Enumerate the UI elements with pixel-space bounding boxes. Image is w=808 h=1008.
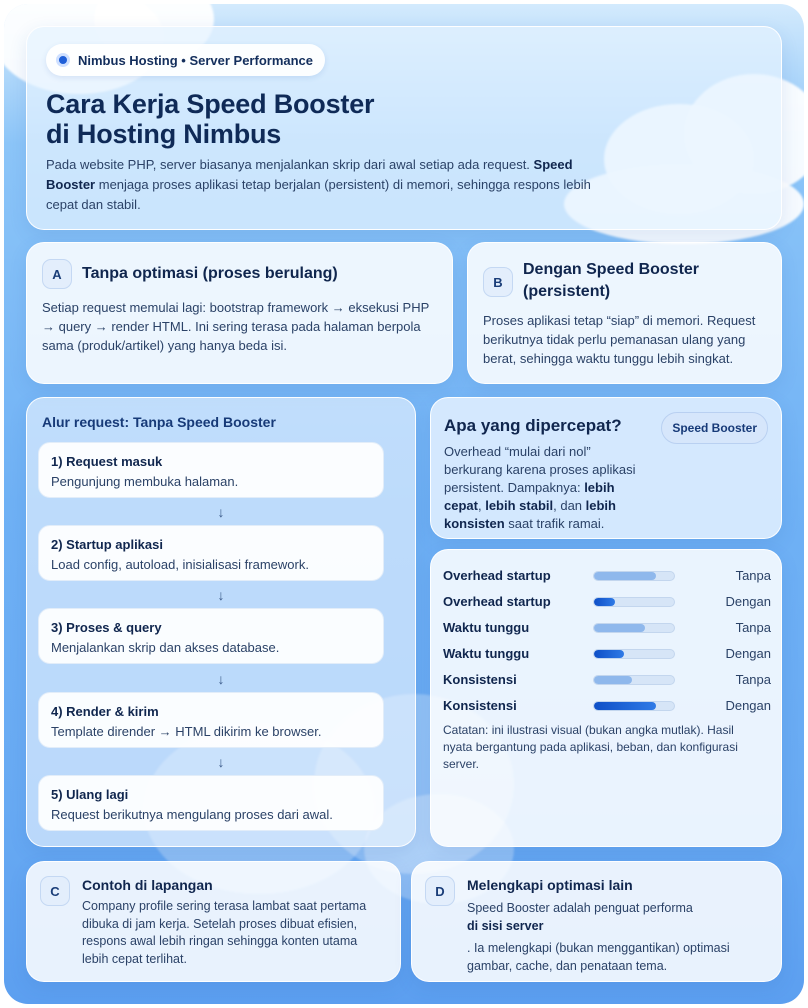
- intro-strong: Speed Booster: [46, 157, 573, 192]
- flow-step-title: 1) Request masuk: [51, 454, 163, 469]
- comparison-row: [443, 670, 771, 690]
- status-dot-icon: [56, 53, 70, 67]
- accelerated-text: saat trafik ramai.: [504, 516, 605, 531]
- comparison-bar-track: [593, 675, 675, 685]
- comparison-panel: [430, 549, 782, 847]
- comparison-bar-fill: [594, 598, 615, 606]
- flow-step: [38, 525, 384, 581]
- comparison-mode: Dengan: [725, 594, 771, 609]
- card-d-text: Speed Booster adalah penguat performa: [467, 901, 693, 915]
- comparison-row: [443, 696, 771, 716]
- comparison-label: Konsistensi: [443, 672, 517, 687]
- flow-heading: Alur request: Tanpa Speed Booster: [42, 414, 276, 430]
- accelerated-text: , dan: [553, 498, 586, 513]
- intro-post: menjaga proses aplikasi tetap berjalan (persistent) di memori, sehingga respons lebih cepat dan stabil.: [46, 177, 591, 212]
- card-d-strong: di sisi server: [467, 919, 544, 933]
- flow-step: [38, 692, 384, 748]
- flow-step-desc: Template dirender → HTML dikirim ke browser.: [51, 724, 322, 739]
- comparison-row: [443, 618, 771, 638]
- title-line-1: Cara Kerja Speed Booster: [46, 89, 375, 119]
- comparison-row: [443, 644, 771, 664]
- comparison-bar-track: [593, 649, 675, 659]
- flow-step-title: 3) Proses & query: [51, 620, 162, 635]
- comparison-row: [443, 592, 771, 612]
- comparison-mode: Tanpa: [735, 672, 771, 687]
- comparison-mode: Dengan: [725, 698, 771, 713]
- card-b-title: Dengan Speed Booster (persistent): [523, 261, 700, 300]
- comparison-note: Catatan: ini ilustrasi visual (bukan angka mutlak). Hasil nyata bergantung pada aplikasi, beban, dan konfigurasi server.: [443, 723, 738, 771]
- card-c-body: Company profile sering terasa lambat saat pertama dibuka di jam kerja. Setelah proses dibuat efisien, respons awal lebih ringan sehingga konten utama lebih cepat terlihat.: [82, 899, 367, 966]
- comparison-row: [443, 566, 771, 586]
- comparison-bar-track: [593, 701, 675, 711]
- comparison-bar-fill: [594, 650, 624, 658]
- brand-pill: [46, 44, 325, 76]
- comparison-mode: Dengan: [725, 646, 771, 661]
- comparison-label: Waktu tunggu: [443, 620, 530, 635]
- card-with-speed-booster: [467, 242, 782, 384]
- card-d-text: . Ia melengkapi (bukan menggantikan) optimasi gambar, cache, dan penataan tema.: [467, 941, 730, 973]
- accelerated-text: Overhead “mulai dari nol” berkurang karena proses aplikasi persistent. Dampaknya:: [444, 444, 636, 495]
- comparison-label: Waktu tunggu: [443, 646, 530, 661]
- comparison-bar-track: [593, 623, 675, 633]
- arrow-down-icon: ↓: [217, 587, 225, 603]
- flow-step-desc: Request berikutnya mengulang proses dari awal.: [51, 807, 333, 822]
- speed-booster-tag: Speed Booster: [661, 412, 768, 444]
- comparison-bar-fill: [594, 702, 656, 710]
- flow-step-desc: Pengunjung membuka halaman.: [51, 474, 239, 489]
- card-complementary-optimization: [411, 861, 782, 982]
- accelerated-strong: lebih konsisten: [444, 498, 616, 531]
- card-d-body: [467, 899, 767, 975]
- card-d-title: Melengkapi optimasi lain: [467, 877, 633, 893]
- comparison-bar-track: [593, 571, 675, 581]
- accelerated-strong: lebih stabil: [485, 498, 554, 513]
- card-without-optimization: [26, 242, 453, 384]
- page-background: [4, 4, 804, 1004]
- card-c-title: Contoh di lapangan: [82, 877, 213, 893]
- intro-pre: Pada website PHP, server biasanya menjalankan skrip dari awal setiap ada request.: [46, 157, 534, 172]
- flow-step-desc: Menjalankan skrip dan akses database.: [51, 640, 280, 655]
- comparison-bar-fill: [594, 676, 632, 684]
- comparison-label: Overhead startup: [443, 594, 551, 609]
- arrow-down-icon: ↓: [217, 504, 225, 520]
- comparison-label: Overhead startup: [443, 568, 551, 583]
- comparison-label: Konsistensi: [443, 698, 517, 713]
- flow-step: [38, 775, 384, 831]
- accelerated-text: ,: [477, 498, 486, 513]
- card-a-title: Tanpa optimasi (proses berulang): [82, 265, 338, 282]
- accelerated-card: [430, 397, 782, 539]
- arrow-down-icon: ↓: [217, 754, 225, 770]
- request-flow-panel: [26, 397, 416, 847]
- page-title: [46, 89, 374, 149]
- badge-c: C: [40, 876, 70, 906]
- accelerated-strong: lebih cepat: [444, 480, 615, 513]
- title-line-2: di Hosting Nimbus: [46, 119, 282, 149]
- hero-section: [26, 26, 782, 230]
- flow-step-title: 4) Render & kirim: [51, 704, 159, 719]
- accelerated-title: Apa yang dipercepat?: [444, 416, 622, 435]
- comparison-bar-fill: [594, 572, 656, 580]
- brand-label: Nimbus Hosting • Server Performance: [78, 52, 314, 68]
- flow-step-title: 5) Ulang lagi: [51, 787, 129, 802]
- arrow-down-icon: ↓: [217, 671, 225, 687]
- comparison-mode: Tanpa: [735, 568, 771, 583]
- flow-step-desc: Load config, autoload, inisialisasi framework.: [51, 557, 309, 572]
- accelerated-body: [444, 443, 644, 533]
- intro-text: [46, 155, 606, 215]
- badge-a: A: [42, 259, 72, 289]
- flow-step: [38, 608, 384, 664]
- comparison-mode: Tanpa: [735, 620, 771, 635]
- card-field-example: [26, 861, 401, 982]
- card-b-body: Proses aplikasi tetap “siap” di memori. Request berikutnya tidak perlu pemanasan ulang yang berat, sehingga waktu tunggu lebih singkat.: [483, 313, 756, 366]
- flow-step-title: 2) Startup aplikasi: [51, 537, 163, 552]
- comparison-bar-track: [593, 597, 675, 607]
- comparison-bar-fill: [594, 624, 645, 632]
- card-a-body: Setiap request memulai lagi: bootstrap framework → eksekusi PHP → query → render HTML. Ini sering terasa pada halaman berpola sama (produk/artikel) yang hanya beda isi.: [42, 300, 430, 353]
- flow-step: [38, 442, 384, 498]
- badge-d: D: [425, 876, 455, 906]
- badge-b: B: [483, 267, 513, 297]
